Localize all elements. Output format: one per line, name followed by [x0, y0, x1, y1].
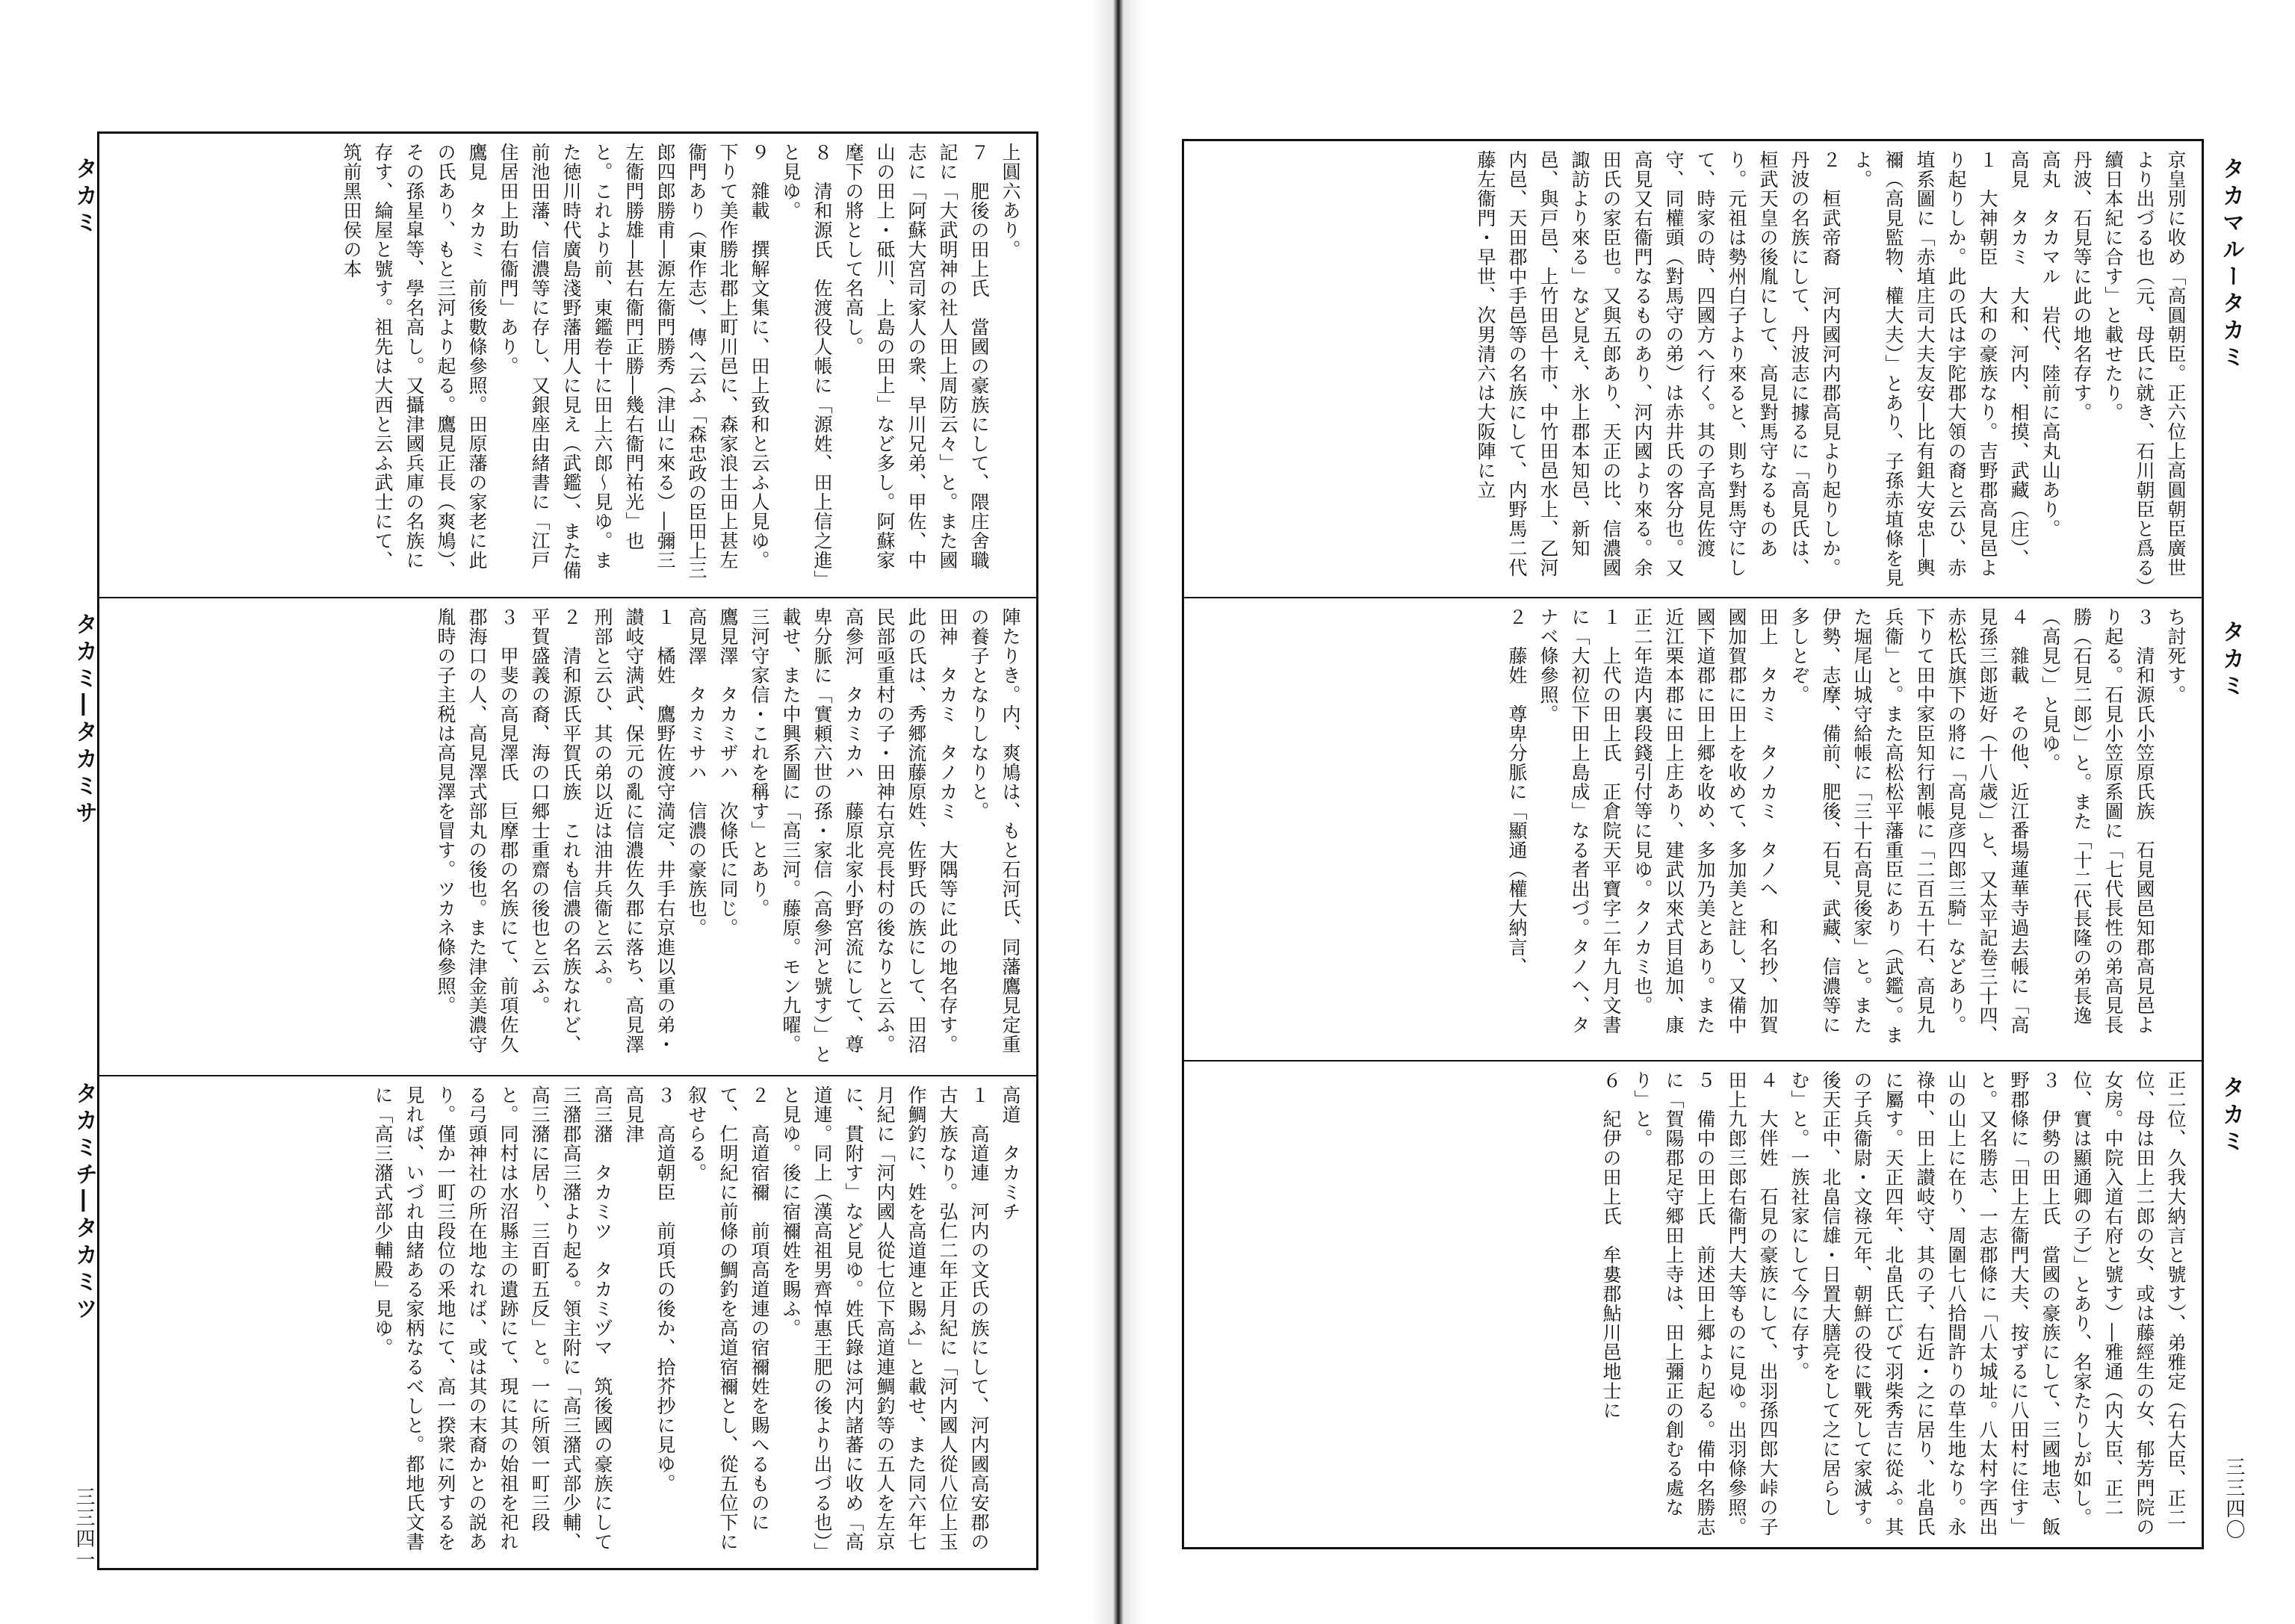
tier-text: ち討死す。 ３ 清和源氏小笠原氏族 石見國邑知郡高見邑より起る。石見小笠原系圖に「七代長性の弟高見長勝（石見二郎）」と。また「十二代長隆の弟長逸（高見）」と見ゆ。 ４ 雜載 その他、近江番場蓮華寺過去帳に「高見孫三郎逝好（十八歳）」と、又太平記卷三十四、赤松氏旗下の將に「高見彦四郎三騎」などあり。下りて田中家臣知行割帳に「二百五十石、高見九兵衞」と。また高松松平藩重臣にあり（武鑑）。また堀尾山城守給帳に「三十石高見後家」と。また伊勢、志摩、備前、肥後、石見、武藏、信濃等に多しとぞ。 田上 タカミ タノカミ タノヘ 和名抄、加賀國加賀郡に田上を收めて、多加美と註し、又備中國下道郡に田上郷を收め、多加乃美とあり。また近江栗本郡に田上庄あり、建武以來式目追加、康正二年造内裏段錢引付等に見ゆ。タノカミ也。 １ 上代の田上氏 正倉院天平寶字二年九月文書に「大初位下田上島成」なる者出づ。タノヘ、タナベ條參照。 ２ 藤姓 尊卑分脈に「顯通（權大納言、	[1506, 607, 2187, 1045]
running-header-middle: タカミ―タカミサ	[71, 613, 97, 828]
left-page	[0, 0, 1092, 1624]
tier-text: 陣たりき。内、爽鳩は、もと石河氏、同藩鷹見定重の養子となりしなりと。 田神 タカミ タノカミ 大隅等に此の地名存す。 此の氏は、秀郷流藤原姓、佐野氏の族にして、田沼民部亟重村の子・田神右京亮長村の後なりと云ふ。 高參河 タカミカハ 藤原北家小野宮流にして、尊卑分脈に「實頼六世の孫・家信（高參河と號す）」と載せ、また中興系圖に「高三河。藤原。モン九曜。三河守家信・これを稱す」とあり。 鷹見澤 タカミザハ 次條氏に同じ。 高見澤 タカミサハ 信濃の豪族也。 １ 橘姓 鷹野佐渡守満定、井手右京進以重の弟・讃岐守满武、保元の亂に信濃佐久郡に落ち、高見澤刑部と云ひ、其の弟以近は油井兵衞と云ふ。 ２ 清和源氏平賀氏族 これも信濃の名族なれど、平賀盛義の裔、海の口郷士重齋の後也と云ふ。 ３ 甲斐の高見澤氏 巨摩郡の名族にて、前項佐久郡海口の人、高見澤式部丸の後也。また津金美濃守胤時の子主税は高見澤を冒す。ツカネ條參照。	[435, 607, 1021, 1064]
text-tier-bottom	[1184, 1060, 2202, 1549]
tier-text: 上圓六あり。 ７ 肥後の田上氏 當國の豪族にして、隈庄舍職記に「大武明神の社人田上周防云々」と。また國志に「阿蘇大宮司家人の衆、早川兄弟、甲佐、中山の田上・砥川、上島の田上」など多し。阿蘇家麾下の將として名高し。 ８ 清和源氏 佐渡役人帳に「源姓、田上信之進」と見ゆ。 ９ 雜載 撰解文集に、田上致和と云ふ人見ゆ。下りて美作勝北郡上町川邑に、森家浪士田上甚左衞門あり（東作志）、傳へ云ふ「森忠政の臣田上三郎四郎勝甫―源左衞門勝秀（津山に來る）―彌三左衞門勝雄―甚右衞門正勝―幾右衞門祐光」也と。これより前、東鑑卷十に田上六郎〜見ゆ。また徳川時代廣島淺野藩用人に見え（武鑑）、また備前池田藩、信濃等に存し、又銀座由緒書に「江戸住居田上助右衞門」あり。 鷹見 タカミ 前後數條參照。田原藩の家老に此の氏あり、もと三河より起る。鷹見正長（爽鳩）、その孫星皐等、學名高し。又攝津國兵庫の名族に存す、綸屋と號す。祖先は大西と云ふ武士にて、筑前黑田侯の本	[341, 143, 1021, 580]
text-tier-middle	[99, 597, 1036, 1076]
running-header-bottom: タカミ	[2218, 1076, 2244, 1156]
tier-text: 高道 タカミチ １ 高道連 河内の文氏の族にして、河内國高安郡の古大族なり。弘仁二年正月紀に「河内國人從八位上玉作鯛釣に、姓を高道連と賜ふ」と載せ、また同六年七月紀に「河内國人從七位下高道連鯛釣等の五人を左京に、貫附す」など見ゆ。姓氏錄は河内諸蕃に收め「高道連。同上（漢高祖男齊悼惠王肥の後より出づる也）」と見ゆ。後に宿禰姓を賜ふ。 ２ 高道宿禰 前項高道連の宿禰姓を賜へるものにて、仁明紀に前條の鯛釣を高道宿禰とし、從五位下に叙せらる。 ３ 高道朝臣 前項氏の後か、拾芥抄に見ゆ。 高見津 高三潴 タカミツ タカミヅマ 筑後國の豪族にして三潴郡高三潴より起る。領主附に「高三潴式部少輔、高三潴に居り、三百町五反」と。一に所領一町三段と。同村は水沼縣主の遺跡にて、現に其の始祖を祀れる弓頭神社の所在地なれば、或は其の末裔かとの説あり。僅か一町三段位の釆地にて、高一揆衆に列するを見れば、いづれ由緒ある家柄なるべしと。都地氏文書に「高三潴式部少輔殿」見ゆ。	[372, 1085, 1021, 1552]
text-frame	[97, 131, 1038, 1570]
page-number: 三三四一	[72, 1487, 95, 1570]
text-frame	[1182, 139, 2204, 1549]
running-header-bottom: タカミチ―タカミツ	[71, 1082, 97, 1324]
running-header-middle: タカミ	[2218, 620, 2244, 701]
text-tier-middle	[1184, 597, 2202, 1062]
book-gutter	[1092, 0, 1145, 1624]
text-tier-bottom	[99, 1075, 1036, 1569]
text-tier-top	[99, 134, 1036, 597]
running-header-top: タカマルータカミ	[2218, 157, 2244, 372]
tier-text: 正二位、久我大納言と號す）、弟雅定（右大臣、正二位、母は田上二郎の女、或は藤經生の女、郁芳門院の女房。中院入道右府と號す）―雅通（内大臣、正二位、實は顯通卿の子）」とあり、名家たりしが如し。 ３ 伊勢の田上氏 當國の豪族にして、三國地志、飯野郡條に「田上左衞門大夫、按ずるに八田村に住す」と。又名勝志、一志郡條に「八太城址。八太村字西出山の山上に在り、周圍七八拾間許りの草生地なり。永祿中、田上讃岐守、其の子、右近・之に居り、北畠氏に屬す。天正四年、北畠氏亡びて羽柴秀吉に從ふ。其の子兵衞尉・文祿元年、朝鮮の役に戰死して家滅す。後天正中、北畠信雄・日置大膳亮をして之に居らしむ」と。一族社家にして今に存す。 ４ 大伴姓 石見の豪族にして、出羽孫四郎大峠の子田上九郎三郎右衞門大夫等ものに見ゆ。出羽條參照。 ５ 備中の田上氏 前述田上郷より起る。備中名勝志に「賀陽郡足守郷田上寺は、田上彌正の創むる處なり」と。 ６ 紀伊の田上氏 牟婁郡鮎川邑地士に	[1600, 1070, 2187, 1537]
right-page	[1145, 0, 2295, 1624]
tier-text: 京皇別に收め「高圓朝臣。正六位上高圓朝臣廣世より出づる也（元、母氏に就き、石川朝臣と爲る）續日本紀に合す」と載せたり。 丹波、石見等に此の地名存す。 高丸 タカマル 岩代、陸前に高丸山あり。 高見 タカミ 大和、河内、相摸、武藏（庄）、 １ 大神朝臣 大和の豪族なり。吉野郡高見邑より起りしか。此の氏は宇陀郡大領の裔と云ひ、赤埴系圖に「赤埴庄司大夫友安―比有鉏大安忠―輿禰（高見監物、權大夫）」とあり、子孫赤埴條を見よ。 ２ 桓武帝裔 河内國河内郡高見より起りしか。丹波の名族にして、丹波志に據るに「高見氏は、桓武天皇の後胤にして、高見對馬守なるものあり。元祖は勢州白子より來ると、則ち對馬守にして、時家の時、四國方へ行く。其の子高見佐渡守、同權頭（對馬守の弟）は赤井氏の客分也。又高見又右衞門なるものあり、河内國より來る。余田氏の家臣也。又與五郎あり、天正の比、信濃國諏訪より來る」など見え、氷上郡本知邑、新知邑、與戸邑、上竹田邑十市、中竹田邑水上、乙河内邑、天田郡中手邑等の名族にして、内野馬二代藤左衞門・早世、次男清六は大阪陣に立	[1475, 150, 2187, 588]
page-number: 三三四〇	[2223, 1457, 2245, 1540]
running-header-top: タカミ	[71, 157, 97, 238]
text-tier-top	[1184, 141, 2202, 597]
